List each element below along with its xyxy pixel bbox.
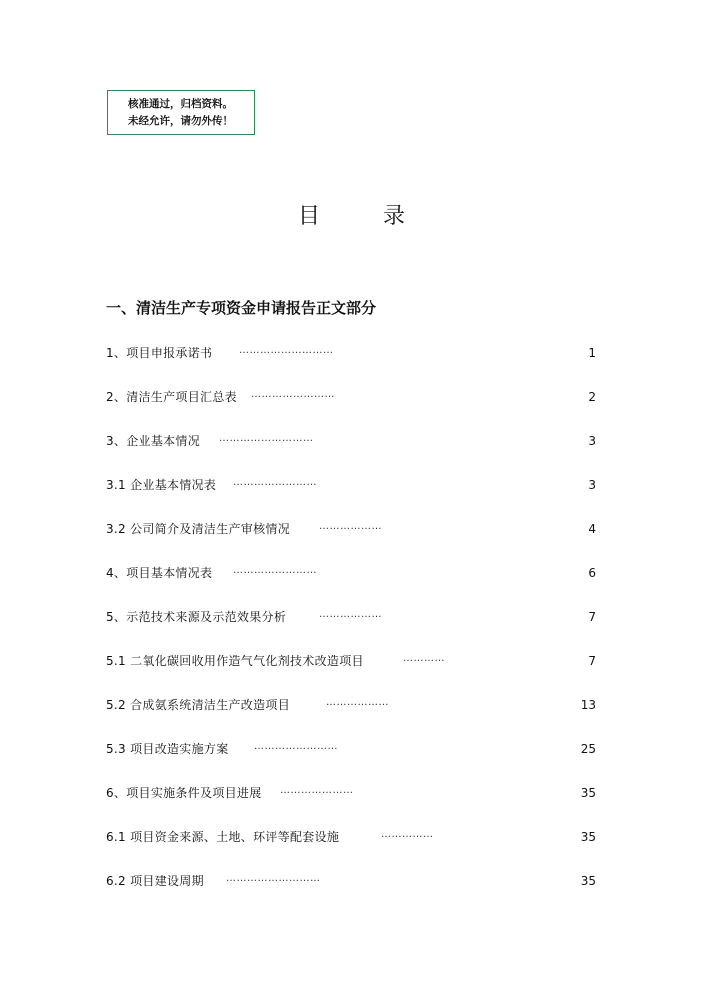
toc-entry-page-number: 35 bbox=[580, 874, 596, 888]
toc-entry-label: 5.1 二氧化碳回收用作造气气化剂技术改造项目 bbox=[106, 654, 364, 668]
toc-entry-leader: …………………… bbox=[251, 389, 335, 400]
toc-entry-leader: ……………………… bbox=[239, 345, 334, 356]
toc-entry[interactable] bbox=[106, 871, 596, 891]
toc-entry[interactable] bbox=[106, 827, 596, 847]
toc-entry-leader: …………………… bbox=[233, 565, 317, 576]
toc-entry-leader: ……………………… bbox=[226, 873, 321, 884]
toc-entry[interactable] bbox=[106, 739, 596, 759]
toc-entry-page-number: 35 bbox=[580, 830, 596, 844]
toc-entry[interactable] bbox=[106, 695, 596, 715]
toc-entry-page-number: 25 bbox=[580, 742, 596, 756]
toc-entry[interactable] bbox=[106, 519, 596, 539]
toc-entry-leader: ……………… bbox=[319, 521, 382, 532]
toc-entry-leader: …………… bbox=[381, 829, 434, 840]
toc-entry-leader: ……………… bbox=[319, 609, 382, 620]
page-title: 目 录 bbox=[298, 204, 433, 229]
approval-stamp bbox=[107, 90, 255, 135]
toc-entry-page-number: 7 bbox=[588, 610, 596, 624]
toc-entry-leader: …………………… bbox=[254, 741, 338, 752]
toc-entry-label: 3、企业基本情况 bbox=[106, 434, 201, 448]
toc-entry-label: 6、项目实施条件及项目进展 bbox=[106, 786, 262, 800]
toc-entry-page-number: 35 bbox=[580, 786, 596, 800]
section-heading: 一、清洁生产专项资金申请报告正文部分 bbox=[106, 299, 377, 317]
toc-entry-label: 3.2 公司简介及清洁生产审核情况 bbox=[106, 522, 290, 536]
toc-entry-page-number: 7 bbox=[588, 654, 596, 668]
stamp-line-2: 未经允许，请勿外传！ bbox=[128, 115, 233, 127]
toc-entry-label: 1、项目申报承诺书 bbox=[106, 346, 213, 360]
toc-entry-label: 6.1 项目资金来源、土地、环评等配套设施 bbox=[106, 830, 340, 844]
toc-entry-page-number: 13 bbox=[580, 698, 596, 712]
toc-entry-label: 3.1 企业基本情况表 bbox=[106, 478, 217, 492]
toc-entry-page-number: 6 bbox=[588, 566, 596, 580]
toc-entry-page-number: 1 bbox=[588, 346, 596, 360]
toc-entry[interactable] bbox=[106, 475, 596, 495]
toc-entry-leader: ………… bbox=[403, 653, 445, 664]
toc-entry-page-number: 3 bbox=[588, 434, 596, 448]
toc-entry-label: 4、项目基本情况表 bbox=[106, 566, 213, 580]
toc-entry-label: 5、示范技术来源及示范效果分析 bbox=[106, 610, 287, 624]
toc-entry[interactable] bbox=[106, 563, 596, 583]
toc-entry[interactable] bbox=[106, 607, 596, 627]
toc-entry-page-number: 3 bbox=[588, 478, 596, 492]
toc-entry-label: 5.3 项目改造实施方案 bbox=[106, 742, 229, 756]
toc-entry-leader: ………………… bbox=[280, 785, 354, 796]
toc-entry[interactable] bbox=[106, 387, 596, 407]
toc-entry-label: 2、清洁生产项目汇总表 bbox=[106, 390, 237, 404]
toc-entry-label: 5.2 合成氨系统清洁生产改造项目 bbox=[106, 698, 290, 712]
toc-entry-leader: ……………… bbox=[326, 697, 389, 708]
toc-entry-leader: ……………………… bbox=[219, 433, 314, 444]
toc-entry[interactable] bbox=[106, 431, 596, 451]
toc-entry[interactable] bbox=[106, 651, 596, 671]
toc-entry[interactable] bbox=[106, 783, 596, 803]
toc-entry-leader: …………………… bbox=[233, 477, 317, 488]
toc-entry-label: 6.2 项目建设周期 bbox=[106, 874, 204, 888]
toc-entry[interactable] bbox=[106, 343, 596, 363]
stamp-line-1: 核准通过，归档资料。 bbox=[128, 98, 233, 110]
toc-entry-page-number: 4 bbox=[588, 522, 596, 536]
toc-entry-page-number: 2 bbox=[588, 390, 596, 404]
